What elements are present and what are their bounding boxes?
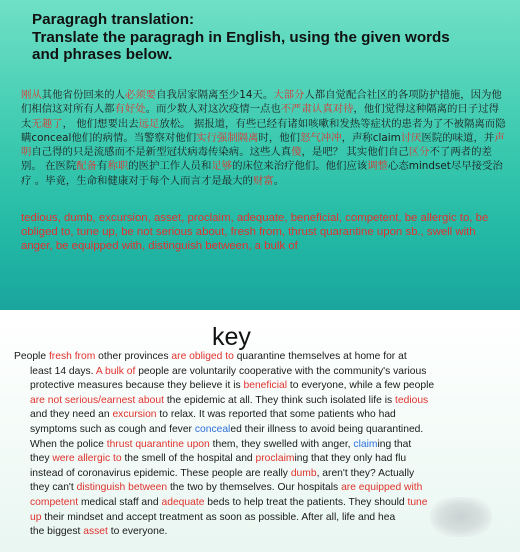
key-text: ed their illness to avoid being quarantined. [230,423,424,435]
key-text: quarantine themselves at home for at [233,351,407,362]
paragraph-text: 不了两者的差别。 在医院 [21,146,492,173]
key-text: instead of coronavirus epidemic. These people are really [30,467,291,479]
key-line [14,350,514,365]
target-phrase: proclaim [255,453,295,465]
paragraph-text: 医院的味道，并 [421,131,495,144]
key-text: their mindset and accept treatment as soon as possible. After all, life and hea [41,511,396,523]
paragraph-text: 的床位来治疗他们。他们应该 [232,160,368,173]
highlighted-term: 不严肃认真对待 [280,103,354,116]
target-phrase: asset [83,526,108,538]
highlighted-term: 刚从 [21,89,42,101]
key-line [14,365,514,380]
key-text: protective measures because they believe it is [30,380,244,392]
key-title: key [212,323,251,351]
key-text: and they need an [30,409,113,421]
target-phrase: beneficial [243,380,288,392]
target-phrase: are not serious/earnest about [30,394,164,406]
extra-word: conceal [194,423,231,435]
paragraph-text: 时，他们 [258,131,300,144]
key-text: symptoms such as cough and fever [30,423,195,435]
key-text: they can't [30,482,77,494]
highlighted-term: 称职 [107,160,129,173]
key-text: the smell of the hospital and [121,453,256,465]
highlighted-term: 调整 [367,160,388,173]
key-text: to relax. It was reported that some patients who had [156,409,396,421]
key-line [14,394,514,409]
highlighted-term: 实行强制隔离 [196,131,259,144]
divider [0,310,520,318]
paragraph-text: 自我居家隔离至少14天。 [156,89,274,101]
key-text: People [14,351,49,362]
target-phrase: thrust quarantine upon [106,438,210,450]
paragraph-text: ，他们觉得这种隔离的日子过得太 [21,103,499,130]
key-line [14,438,514,453]
key-line [14,423,514,438]
target-phrase: tune [407,496,428,508]
highlighted-term: 配备 [76,160,98,173]
highlighted-term: 大部分 [273,89,305,101]
extra-word: claim [353,438,378,450]
target-phrase: dumb [290,467,317,479]
target-phrase: are equipped with [341,482,423,494]
key-text: beds to help treat the patients. They should [204,496,408,508]
highlighted-term: 傻 [291,146,302,159]
highlighted-term: 有好处 [114,103,146,116]
exercise-instructions [32,11,502,64]
instruction-title: Paragragh translation: [32,11,195,28]
highlighted-term: 财富 [252,174,274,187]
target-phrase: distinguish between [76,482,168,494]
key-text: medical staff and [78,496,162,508]
paragraph-text: ，是吧？ 其实他们自己 [301,146,409,159]
key-text: ing that they only had flu [294,453,407,465]
target-phrase: fresh from [48,351,96,362]
target-phrase: A bulk of [95,365,136,377]
key-text: they [30,453,53,465]
key-text: to everyone. [107,526,168,538]
phrase-list: tedious, dumb, excursion, asset, proclaim, adequate, beneficial, competent, be allergic to, be obliged to, tune up, be not serious about, fresh from, thrust quarantine upon sb., swell with anger, be equipped with, distinguish between, a bulk of [21,212,489,252]
target-phrase: competent [30,496,79,508]
key-line [14,452,514,467]
target-phrase: were allergic to [52,453,122,465]
chinese-paragraph [21,88,508,188]
key-line [14,481,514,496]
key-text: When the police [30,438,107,450]
key-text: , aren't they? Actually [316,467,415,479]
key-text: the biggest [30,526,84,538]
instruction-line: Translate the paragragh in English, using the given words [32,28,450,46]
paragraph-text: ，声称claim [341,131,401,144]
key-text: the two by themselves. Our hospitals [167,482,342,494]
paragraph-text: 。而少数人对这次疫情一点也 [145,103,281,116]
highlighted-term: 讨厌 [400,131,422,144]
highlighted-term: 远足 [138,117,160,130]
paragraph-text: 有 [97,160,108,173]
highlighted-term: 声明 [21,131,505,159]
key-text: other provinces [95,351,172,362]
target-phrase: adequate [161,496,205,508]
target-phrase: excursion [112,409,157,421]
highlighted-term: 区分 [408,146,430,159]
target-phrase: tedious [395,394,429,406]
highlighted-term: 怒气冲冲 [300,131,342,144]
paragraph-text: ， 他们想要出去 [62,117,139,130]
paragraph-text: 心态mindset尽早接受治疗 。毕竟，生命和健康对于每个人而言才是最大的 [21,160,503,187]
key-text: the epidemic at all. They think such isolated life is [163,394,395,406]
blurred-overlay [430,497,492,537]
key-text: least 14 days. [30,365,96,377]
key-line [14,379,514,394]
paragraph-text: 人都自觉配合社区的各项防护措施，因为他们相信这对所有人都 [21,89,502,116]
paragraph-text: 的医护工作人员和 [128,160,212,173]
paragraph-text: 其他省份回来的人 [41,89,125,101]
target-phrase: are obliged to [171,351,234,362]
key-text: ing that [377,438,412,450]
key-line [14,467,514,482]
paragraph-text: 。 [273,174,285,187]
instruction-line: and phrases below. [32,46,173,64]
paragraph-text: 自己得的只是流感而不是新型冠状病毒传染病。这些人真 [31,146,292,159]
key-text: them, they swelled with anger, [209,438,354,450]
highlighted-term: 足够 [211,160,233,173]
highlighted-term: 无趣了 [31,117,63,130]
key-text: to everyone, while a few people [287,380,435,392]
target-phrase: up [30,511,42,523]
key-text: people are voluntarily cooperative with the community's various [135,365,427,377]
highlighted-term: 必须要 [124,89,157,101]
paragraph-text: 放松。 据报道，有些已经有诸如咳嗽和发热等症状的患者为了不被隔离而隐瞒conceal他们的病情。当警察对他们 [21,117,506,144]
key-line [14,408,514,423]
